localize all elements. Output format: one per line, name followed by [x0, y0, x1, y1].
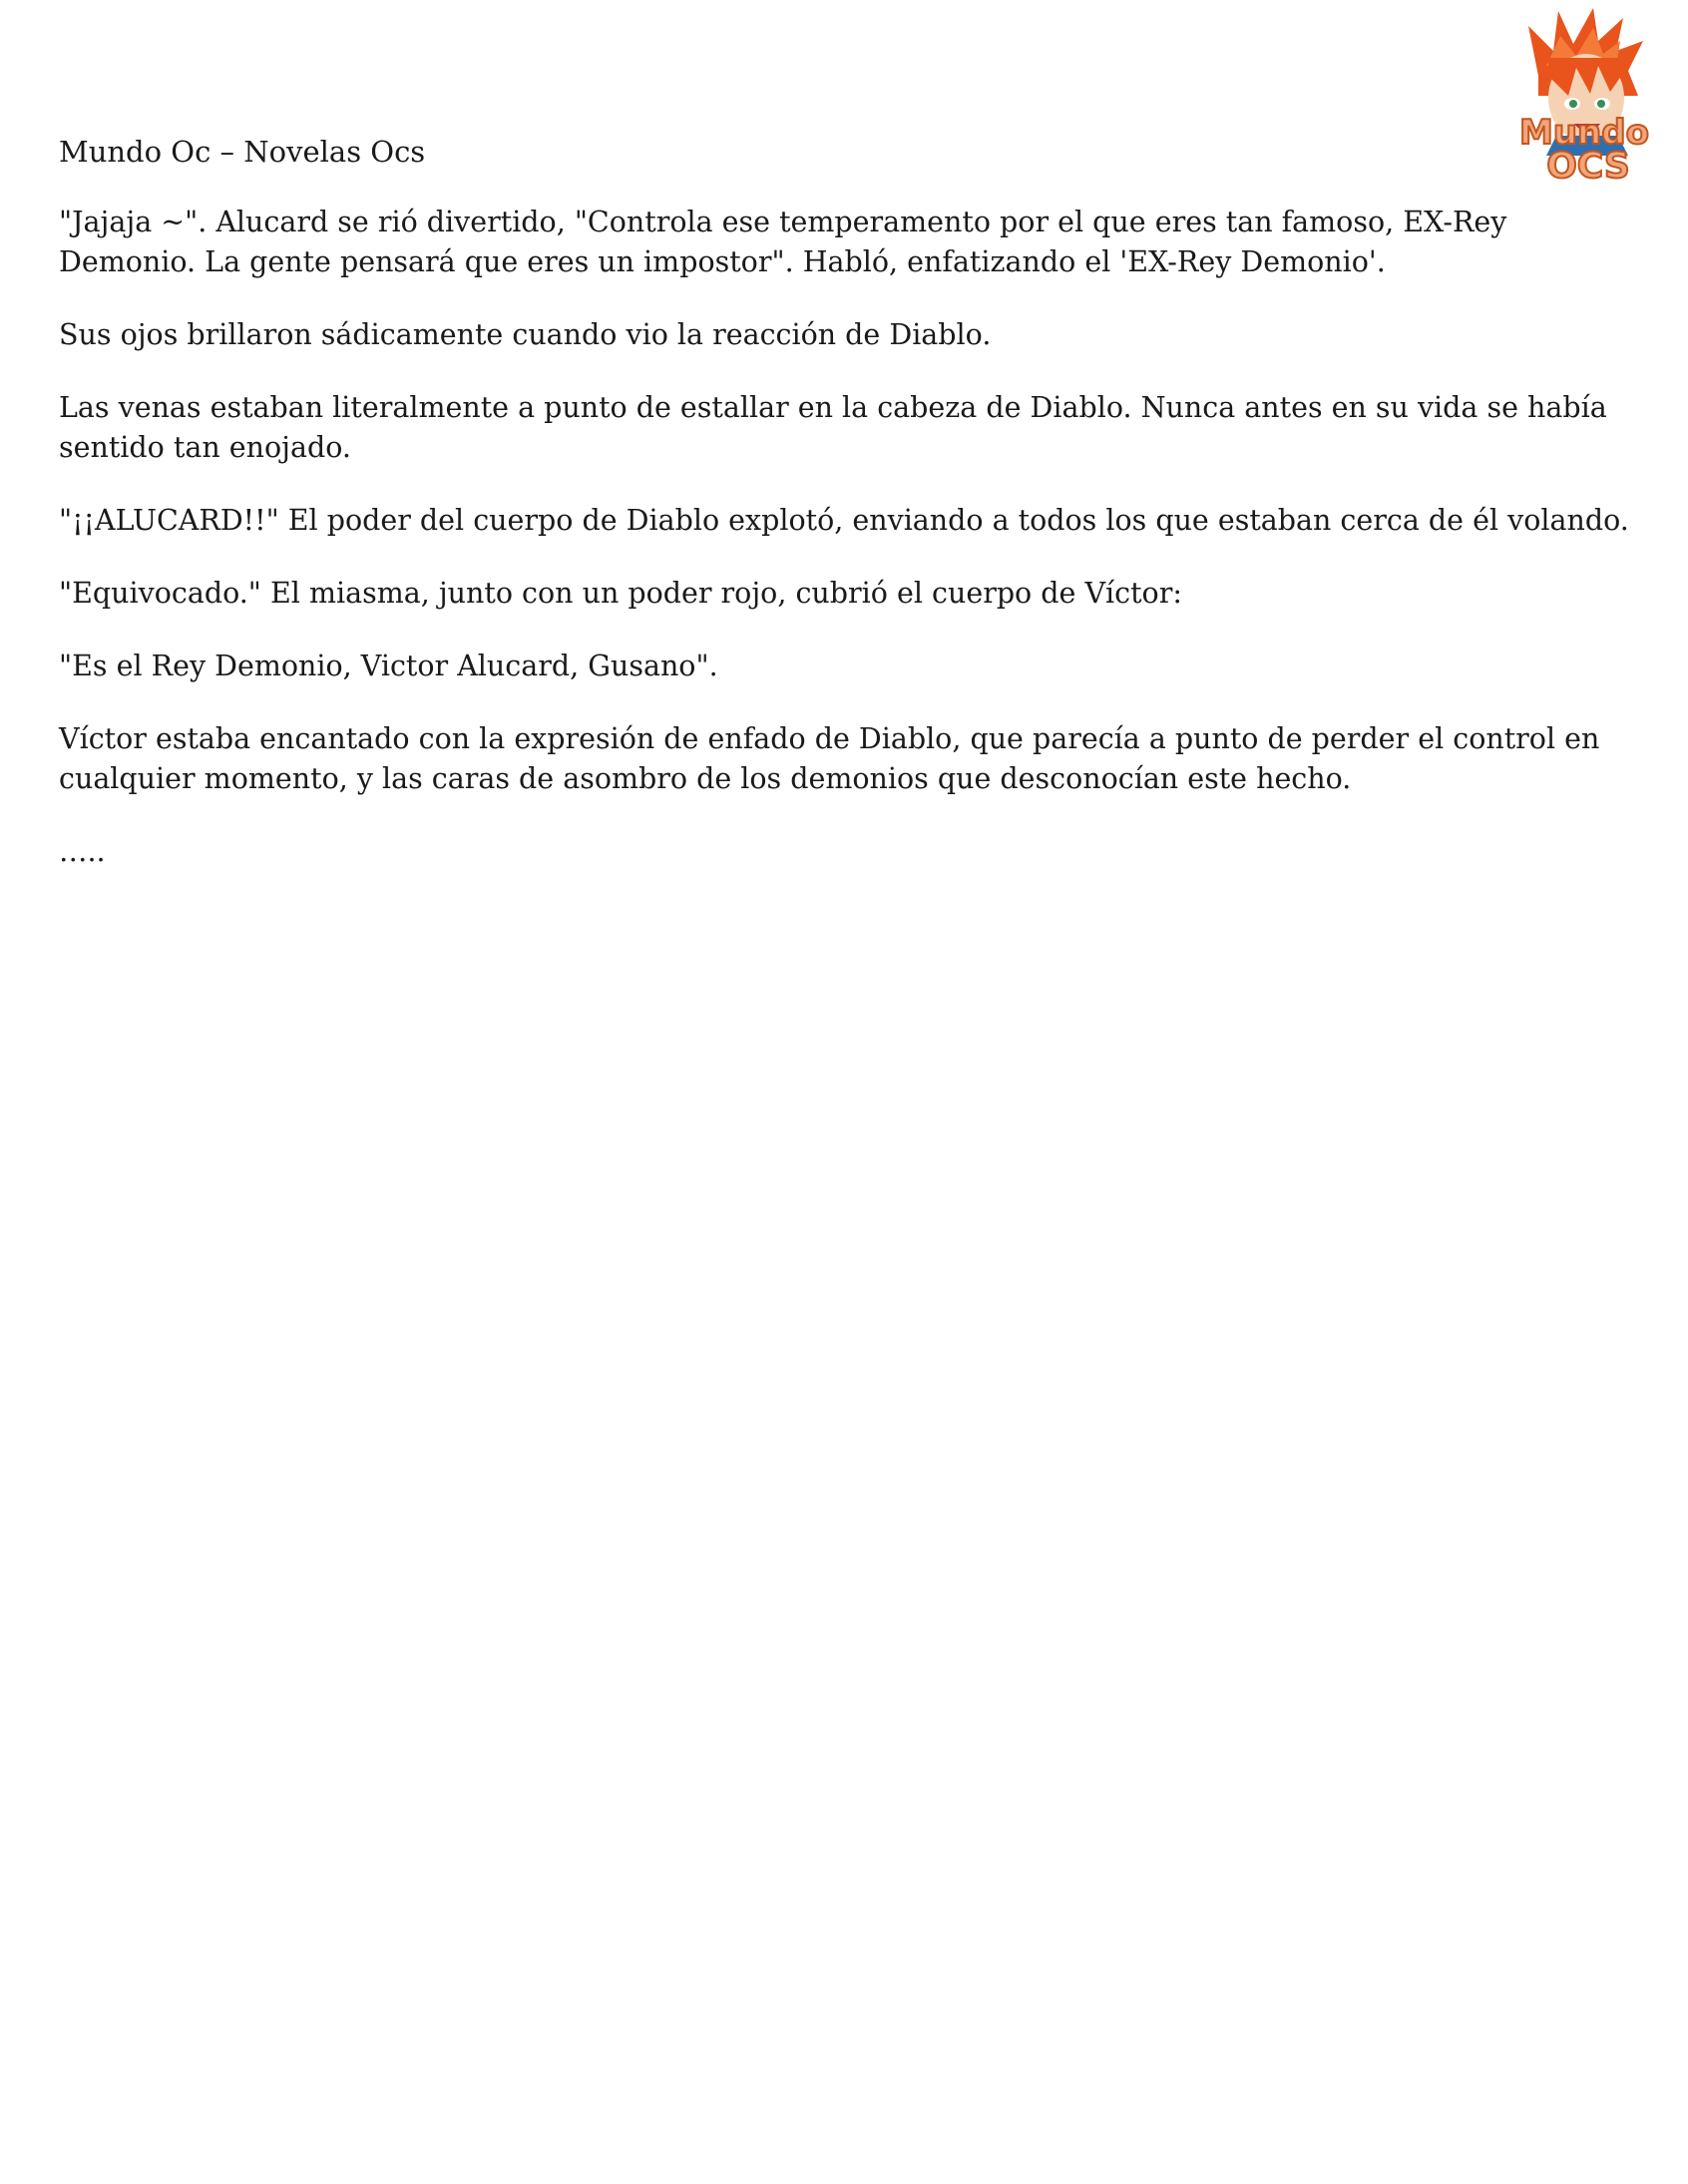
story-body — [59, 203, 1645, 905]
paragraph-ellipsis: ….. — [59, 835, 106, 868]
paragraph: "Jajaja ~". Alucard se rió divertido, "Controla ese temperamento por el que eres tan famoso, EX-Rey Demonio. La gente pensará que eres un impostor". Habló, enfatizando el 'EX-Rey Demonio'. — [59, 206, 1507, 278]
paragraph: "Equivocado." El miasma, junto con un poder rojo, cubrió el cuerpo de Víctor: — [59, 577, 1182, 610]
mundo-ocs-logo — [1498, 6, 1670, 184]
paragraph: "Es el Rey Demonio, Victor Alucard, Gusano". — [59, 650, 718, 682]
paragraph: Las venas estaban literalmente a punto de estallar en la cabeza de Diablo. Nunca antes en su vida se había sentido tan enojado. — [59, 391, 1607, 464]
logo-text-top: Mundo — [1519, 113, 1649, 153]
paragraph: Víctor estaba encantado con la expresión de enfado de Diablo, que parecía a punto de perder el control en cualquier momento, y las caras de asombro de los demonios que desconocían este hecho. — [59, 722, 1600, 795]
paragraph: "¡¡ALUCARD!!" El poder del cuerpo de Diablo explotó, enviando a todos los que estaban cerca de él volando. — [59, 504, 1629, 537]
paragraph: Sus ojos brillaron sádicamente cuando vio la reacción de Diablo. — [59, 318, 992, 351]
logo-text-bottom: OCS — [1546, 146, 1630, 184]
site-title: Mundo Oc – Novelas Ocs — [59, 135, 426, 169]
